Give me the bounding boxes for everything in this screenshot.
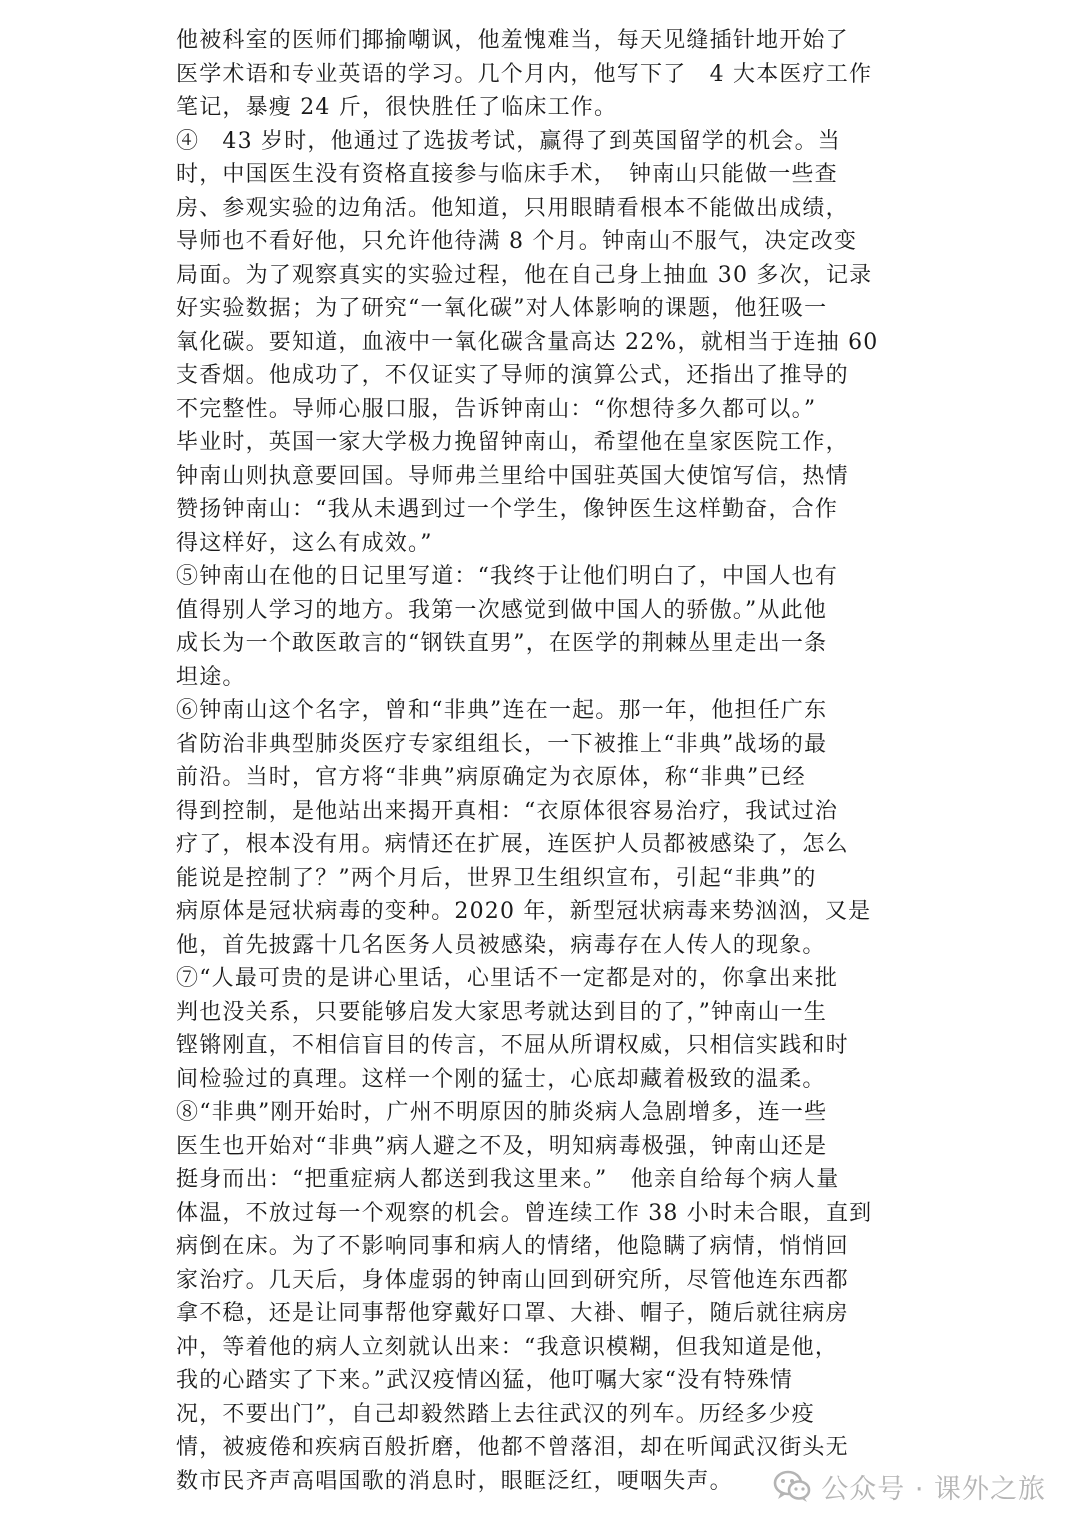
text-line: 冲，等着他的病人立刻就认出来：“我意识模糊，但我知道是他， (176, 1334, 839, 1360)
text-line: 支香烟。他成功了，不仅证实了导师的演算公式，还指出了推导的 (176, 363, 849, 388)
text-line: 能说是控制了？”两个月后，世界卫生组织宣布，引起“非典”的 (176, 865, 817, 891)
text-line: 他，首先披露十几名医务人员被感染，病毒存在人传人的现象。 (176, 932, 826, 958)
text-line: 家治疗。几天后，身体虚弱的钟南山回到研究所，尽管他连东西都 (176, 1267, 849, 1293)
text-line: 时，中国医生没有资格直接参与临床手术， 钟南山只能做一些查 (176, 162, 838, 187)
text-line: 我的心踏实了下来。”武汉疫情凶猛，他叮嘱大家“没有特殊情 (176, 1368, 794, 1393)
text-line: 情，被疲倦和疾病百般折磨，他都不曾落泪，却在听闻武汉街头无 (176, 1435, 849, 1460)
text-line: 坦途。 (176, 664, 246, 690)
text-line: 成长为一个敢医敢言的“钢铁直男”，在医学的荆棘丛里走出一条 (176, 631, 828, 656)
text-line: ④ 43 岁时，他通过了选拔考试，赢得了到英国留学的机会。当 (176, 128, 841, 154)
text-line: 毕业时，英国一家大学极力挽留钟南山，希望他在皇家医院工作， (176, 430, 849, 455)
text-line: 况，不要出门”，自己却毅然踏上去往武汉的列车。历经多少疫 (176, 1401, 815, 1427)
text-line: 得到控制，是他站出来揭开真相：“衣原体很容易治疗，我试过治 (176, 798, 839, 824)
text-line: ⑤钟南山在他的日记里写道：“我终于让他们明白了，中国人也有 (176, 564, 839, 589)
text-line: 数市民齐声高唱国歌的消息时，眼眶泛红，哽咽失声。 (176, 1468, 733, 1494)
text-line: ⑧“非典”刚开始时，广州不明原因的肺炎病人急剧增多，连一些 (176, 1100, 828, 1125)
watermark (773, 1462, 1046, 1510)
text-line: 好实验数据；为了研究“一氧化碳”对人体影响的课题，他狂吸一 (176, 296, 828, 321)
text-line: 医生也开始对“非典”病人避之不及，明知病毒极强，钟南山还是 (176, 1133, 828, 1159)
text-line: 省防治非典型肺炎医疗专家组组长，一下被推上“非典”战场的最 (176, 731, 828, 757)
text-line: 不完整性。导师心服口服，告诉钟南山：“你想待多久都可以。” (176, 396, 817, 422)
watermark-text: 公众号 · 课外之旅 (821, 1473, 1046, 1505)
text-line: 局面。为了观察真实的实验过程，他在自己身上抽血 30 多次，记录 (176, 262, 873, 288)
text-line: 病原体是冠状病毒的变种。2020 年，新型冠状病毒来势汹汹，又是 (176, 899, 872, 924)
text-line: 房、参观实验的边角活。他知道，只用眼睛看根本不能做出成绩， (176, 195, 849, 221)
text-line: 氧化碳。要知道，血液中一氧化碳含量高达 22%，就相当于连抽 60 (176, 329, 879, 355)
text-line: 拿不稳，还是让同事帮他穿戴好口罩、大褂、帽子，随后就往病房 (176, 1301, 849, 1326)
text-line: ⑥钟南山这个名字，曾和“非典”连在一起。那一年，他担任广东 (176, 698, 828, 723)
text-line: ⑦“人最可贵的是讲心里话，心里话不一定都是对的，你拿出来批 (176, 966, 839, 991)
text-line: 疗了，根本没有用。病情还在扩展，连医护人员都被感染了，怎么 (176, 832, 849, 857)
text-line: 导师也不看好他，只允许他待满 8 个月。钟南山不服气，决定改变 (176, 229, 858, 254)
text-line: 病倒在床。为了不影响同事和病人的情绪，他隐瞒了病情，悄悄回 (176, 1234, 849, 1259)
text-line: 值得别人学习的地方。我第一次感觉到做中国人的骄傲。”从此他 (176, 597, 828, 623)
text-line: 判也没关系，只要能够启发大家思考就达到目的了，”钟南山一生 (176, 999, 828, 1025)
text-line: 铿锵刚直，不相信盲目的传言，不屈从所谓权威，只相信实践和时 (176, 1033, 849, 1058)
wechat-official-account-icon (773, 1469, 811, 1503)
text-line: 得这样好，这么有成效。” (176, 530, 433, 556)
text-line: 钟南山则执意要回国。导师弗兰里给中国驻英国大使馆写信，热情 (176, 463, 849, 489)
text-line: 体温，不放过每一个观察的机会。曾连续工作 38 小时未合眼，直到 (176, 1200, 873, 1226)
text-line: 他被科室的医师们揶揄嘲讽，他羞愧难当，每天见缝插针地开始了 (176, 28, 849, 53)
text-line: 前沿。当时，官方将“非典”病原确定为衣原体，称“非典”已经 (176, 765, 806, 790)
article-body (176, 24, 906, 1498)
text-line: 挺身而出：“把重症病人都送到我这里来。” 他亲自给每个病人量 (176, 1167, 840, 1192)
text-line: 赞扬钟南山：“我从未遇到过一个学生，像钟医生这样勤奋，合作 (176, 497, 839, 522)
text-line: 间检验过的真理。这样一个刚的猛士，心底却藏着极致的温柔。 (176, 1066, 826, 1092)
text-line: 医学术语和专业英语的学习。几个月内，他写下了 4 大本医疗工作 (176, 61, 873, 87)
text-line: 笔记，暴瘦 24 斤，很快胜任了临床工作。 (176, 95, 618, 120)
